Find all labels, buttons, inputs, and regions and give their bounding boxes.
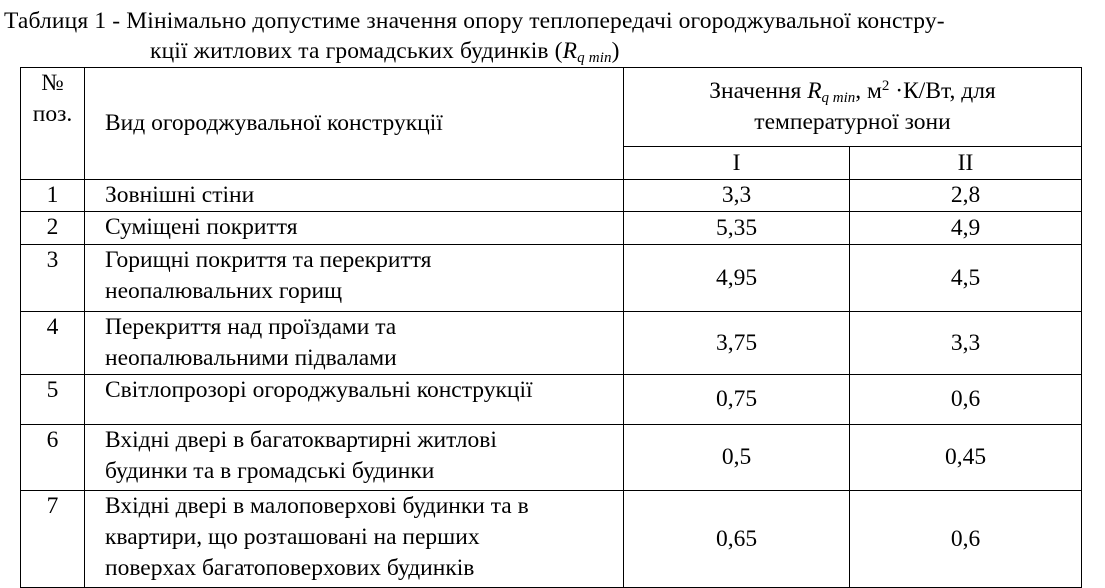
row-value-zone-2: 4,5 <box>850 245 1082 312</box>
table-row <box>21 375 1082 425</box>
row-type-line: Вхідні двері в багатоквартирні житлові <box>105 427 497 453</box>
row-type <box>85 312 624 375</box>
row-number: 4 <box>21 312 85 375</box>
row-value-zone-1: 0,5 <box>624 425 850 491</box>
header-value-line-1 <box>624 76 1081 107</box>
row-type-line: Світлопрозорі огороджувальні конструкції <box>105 377 533 403</box>
header-value-cell <box>624 68 1082 147</box>
caption-close: ) <box>611 38 620 64</box>
header-value-unit: , м <box>855 78 882 104</box>
row-type-line: неопалювальними підвалами <box>105 345 397 371</box>
row-type-line: Горищні покриття та перекриття <box>105 247 432 273</box>
header-value-symbol: R <box>807 78 822 104</box>
caption-text-2: кції житлових та громадських будинків ( <box>150 38 563 64</box>
row-number: 3 <box>21 245 85 312</box>
caption-symbol: R <box>562 38 578 64</box>
table-row <box>21 212 1082 245</box>
row-type-line: квартири, що розташовані на перших <box>105 524 480 550</box>
row-value-zone-2: 0,6 <box>850 375 1082 425</box>
caption-line-1 <box>4 6 945 36</box>
row-number: 6 <box>21 425 85 491</box>
row-type-line: Зовнішні стіни <box>105 182 255 208</box>
row-type-line: будинки та в громадські будинки <box>105 458 435 484</box>
table-row <box>21 312 1082 375</box>
header-num-label: поз. <box>32 101 73 127</box>
caption-line-2 <box>4 36 945 66</box>
row-type-line: Суміщені покриття <box>105 214 298 240</box>
row-number: 5 <box>21 375 85 425</box>
row-value-zone-1: 0,75 <box>624 375 850 425</box>
header-zone-1: I <box>624 147 850 180</box>
row-type <box>85 425 624 491</box>
table-caption <box>4 6 945 66</box>
header-value-symbol-sub: q min <box>821 90 856 106</box>
row-value-zone-2: 4,9 <box>850 212 1082 245</box>
header-value-unit-sup: 2 <box>881 78 890 94</box>
header-value-line-2: температурної зони <box>754 109 951 135</box>
header-num-symbol: № <box>41 70 64 96</box>
resistance-table <box>20 67 1082 588</box>
row-number: 1 <box>21 180 85 212</box>
header-row <box>21 68 1082 147</box>
row-value-zone-1: 0,65 <box>624 491 850 588</box>
row-value-zone-1: 5,35 <box>624 212 850 245</box>
header-num-cell <box>21 68 85 180</box>
table-row <box>21 491 1082 588</box>
caption-symbol-sub: q min <box>577 50 612 66</box>
header-type-label: Вид огороджувальної конструкції <box>105 110 443 136</box>
row-type <box>85 375 624 425</box>
row-value-zone-1: 4,95 <box>624 245 850 312</box>
row-type <box>85 212 624 245</box>
table-row <box>21 180 1082 212</box>
row-value-zone-2: 3,3 <box>850 312 1082 375</box>
row-value-zone-1: 3,3 <box>624 180 850 212</box>
header-type-cell <box>85 68 624 180</box>
row-value-zone-2: 0,6 <box>850 491 1082 588</box>
header-value-prefix: Значення <box>709 78 808 104</box>
row-type-line: Вхідні двері в малоповерхові будинки та в <box>105 493 529 519</box>
header-zone-2: II <box>850 147 1082 180</box>
header-value-unit-after: ·К/Вт, для <box>889 78 996 104</box>
row-type-line: неопалювальних горищ <box>105 278 343 304</box>
row-number: 7 <box>21 491 85 588</box>
row-type <box>85 245 624 312</box>
row-type <box>85 180 624 212</box>
row-type <box>85 491 624 588</box>
row-type-line: поверхах багатоповерхових будинків <box>105 555 475 581</box>
table-row <box>21 425 1082 491</box>
table-row <box>21 245 1082 312</box>
row-value-zone-1: 3,75 <box>624 312 850 375</box>
caption-text: Таблиця 1 - Мінімально допустиме значення опору теплопередачі огороджувальної констру- <box>4 8 945 34</box>
row-number: 2 <box>21 212 85 245</box>
row-value-zone-2: 2,8 <box>850 180 1082 212</box>
row-type-line: Перекриття над проїздами та <box>105 314 397 340</box>
row-value-zone-2: 0,45 <box>850 425 1082 491</box>
